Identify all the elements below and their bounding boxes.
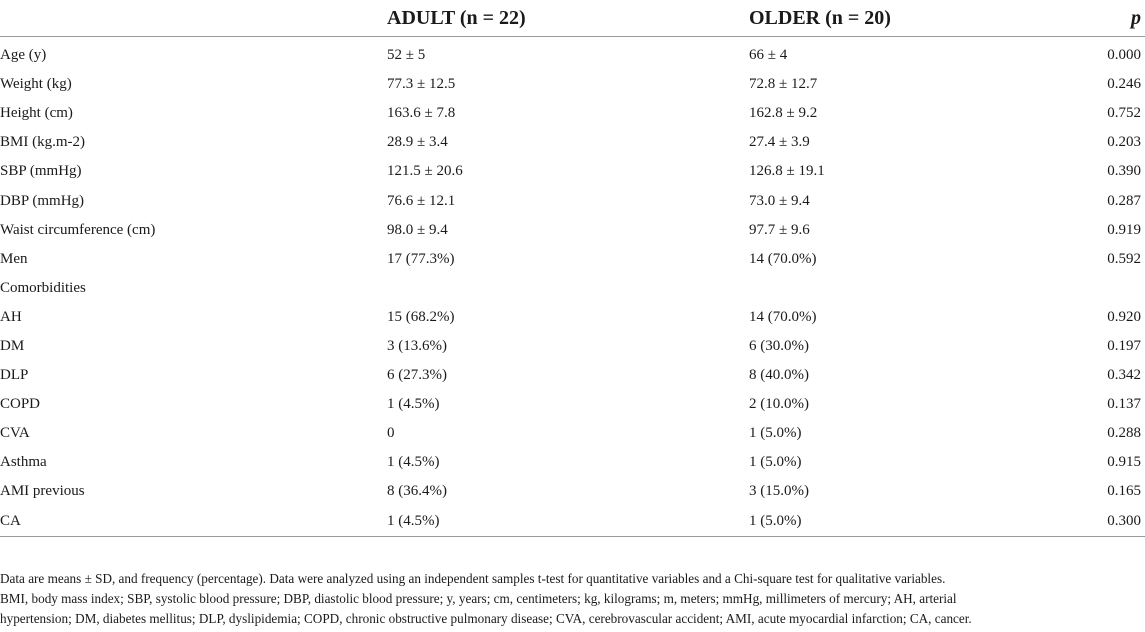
row-p-value-cell: 0.165 — [1107, 483, 1141, 500]
table-row — [0, 70, 1145, 99]
footnote-line-1: Data are means ± SD, and frequency (percentage). Data were analyzed using an independent samples t-test for quantitative variables and a Chi-square test for qualitative variables. — [0, 571, 946, 586]
row-p-value-cell: 0.752 — [1107, 105, 1141, 122]
row-label-cell: DLP — [0, 367, 29, 384]
row-older-value-cell: 1 (5.0%) — [749, 507, 1049, 537]
table-body — [0, 37, 1145, 537]
row-p-value-cell: 0.300 — [1049, 507, 1145, 537]
row-p-value-cell: 0.390 — [1107, 163, 1141, 180]
row-older-value-cell: 162.8 ± 9.2 — [749, 105, 818, 122]
row-adult-value-cell: 0 — [387, 425, 395, 442]
row-label-cell: COPD — [0, 396, 41, 413]
row-label-cell: AH — [0, 308, 22, 325]
footnote-line-3: hypertension; DM, diabetes mellitus; DLP, dyslipidemia; COPD, chronic obstructive pulmonary disease; CVA, cerebrovascular accident; AMI, acute myocardial infarction; CA, cancer. — [0, 611, 972, 626]
row-label-cell: Weight (kg) — [0, 76, 72, 93]
header-variable — [0, 0, 387, 37]
table-row — [0, 99, 1145, 128]
table-row — [0, 477, 1145, 506]
header-adult — [387, 0, 749, 37]
row-label-cell: Asthma — [0, 454, 47, 471]
row-adult-value-cell: 1 (4.5%) — [387, 396, 440, 413]
table-row — [0, 303, 1145, 332]
row-adult-value-cell: 15 (68.2%) — [387, 308, 455, 325]
row-adult-value-cell: 98.0 ± 9.4 — [387, 221, 448, 238]
row-p-value-cell: 0.246 — [1107, 76, 1141, 93]
row-older-value-cell: 14 (70.0%) — [749, 308, 817, 325]
table-row — [0, 419, 1145, 448]
row-label-cell: Comorbidities — [0, 279, 86, 296]
row-older-value-cell: 2 (10.0%) — [749, 396, 809, 413]
row-label-cell: DBP (mmHg) — [0, 192, 85, 209]
header-older — [749, 0, 1049, 37]
table-row — [0, 390, 1145, 419]
row-older-value-cell: 3 (15.0%) — [749, 483, 809, 500]
row-adult-value-cell: 17 (77.3%) — [387, 250, 455, 267]
row-older-value-cell: 1 (5.0%) — [749, 454, 802, 471]
row-p-value-cell: 0.920 — [1107, 308, 1141, 325]
row-p-value-cell: 0.000 — [1107, 47, 1141, 64]
header-adult-label: ADULT — [387, 6, 455, 29]
row-label-cell: Height (cm) — [0, 105, 73, 122]
header-older-label: OLDER — [749, 6, 821, 29]
header-older-n: (n = 20) — [825, 6, 891, 29]
row-older-value-cell: 27.4 ± 3.9 — [749, 134, 810, 151]
row-adult-value-cell: 1 (4.5%) — [387, 454, 440, 471]
row-adult-value-cell: 28.9 ± 3.4 — [387, 134, 448, 151]
row-label-cell: DM — [0, 337, 25, 354]
row-label-cell: Age (y) — [0, 47, 47, 64]
table-row — [0, 332, 1145, 361]
footnote-line-2: BMI, body mass index; SBP, systolic blood pressure; DBP, diastolic blood pressure; y, years; cm, centimeters; kg, kilograms; m, meters; mmHg, millimeters of mercury; AH, arterial — [0, 591, 957, 606]
row-adult-value-cell: 121.5 ± 20.6 — [387, 163, 463, 180]
table-row — [0, 448, 1145, 477]
row-adult-value-cell — [387, 274, 749, 303]
row-p-value-cell: 0.197 — [1107, 337, 1141, 354]
row-adult-value-cell: 52 ± 5 — [387, 47, 426, 64]
table-footnote — [0, 569, 1140, 629]
row-label-cell: Men — [0, 250, 28, 267]
row-p-value-cell: 0.288 — [1107, 425, 1141, 442]
table-row — [0, 186, 1145, 215]
row-older-value-cell: 126.8 ± 19.1 — [749, 163, 825, 180]
row-p-value-cell: 0.342 — [1107, 367, 1141, 384]
row-p-value-cell: 0.915 — [1107, 454, 1141, 471]
row-older-value-cell: 8 (40.0%) — [749, 367, 809, 384]
table-row — [0, 128, 1145, 157]
row-adult-value-cell: 163.6 ± 7.8 — [387, 105, 456, 122]
row-p-value-cell: 0.203 — [1107, 134, 1141, 151]
table-header-row — [0, 0, 1145, 37]
row-label-cell: CA — [0, 507, 387, 537]
row-label-cell: Waist circumference (cm) — [0, 221, 156, 238]
row-older-value-cell: 6 (30.0%) — [749, 337, 809, 354]
table-row — [0, 216, 1145, 245]
row-label-cell: AMI previous — [0, 483, 85, 500]
row-adult-value-cell: 1 (4.5%) — [387, 507, 749, 537]
table-row — [0, 507, 1145, 537]
table-row — [0, 245, 1145, 274]
row-adult-value-cell: 8 (36.4%) — [387, 483, 447, 500]
row-older-value-cell: 73.0 ± 9.4 — [749, 192, 810, 209]
row-adult-value-cell: 6 (27.3%) — [387, 367, 447, 384]
row-adult-value-cell: 77.3 ± 12.5 — [387, 76, 456, 93]
row-p-value-cell: 0.287 — [1107, 192, 1141, 209]
table-row — [0, 274, 1145, 303]
row-label-cell: CVA — [0, 425, 30, 442]
row-label-cell: BMI (kg.m-2) — [0, 134, 85, 151]
row-p-value-cell: 0.137 — [1107, 396, 1141, 413]
row-label-cell: SBP (mmHg) — [0, 163, 82, 180]
row-adult-value-cell: 76.6 ± 12.1 — [387, 192, 456, 209]
table-row — [0, 37, 1145, 71]
row-older-value-cell: 1 (5.0%) — [749, 425, 802, 442]
row-p-value-cell: 0.592 — [1107, 250, 1141, 267]
row-p-value-cell — [1049, 274, 1145, 303]
row-older-value-cell — [749, 274, 1049, 303]
row-adult-value-cell: 3 (13.6%) — [387, 337, 447, 354]
header-adult-n: (n = 22) — [459, 6, 526, 29]
row-older-value-cell: 14 (70.0%) — [749, 250, 817, 267]
table-row — [0, 157, 1145, 186]
table-row — [0, 361, 1145, 390]
row-older-value-cell: 97.7 ± 9.6 — [749, 221, 810, 238]
row-older-value-cell: 72.8 ± 12.7 — [749, 76, 818, 93]
row-p-value-cell: 0.919 — [1107, 221, 1141, 238]
row-older-value-cell: 66 ± 4 — [749, 47, 788, 64]
header-p-value: p — [1049, 0, 1145, 37]
